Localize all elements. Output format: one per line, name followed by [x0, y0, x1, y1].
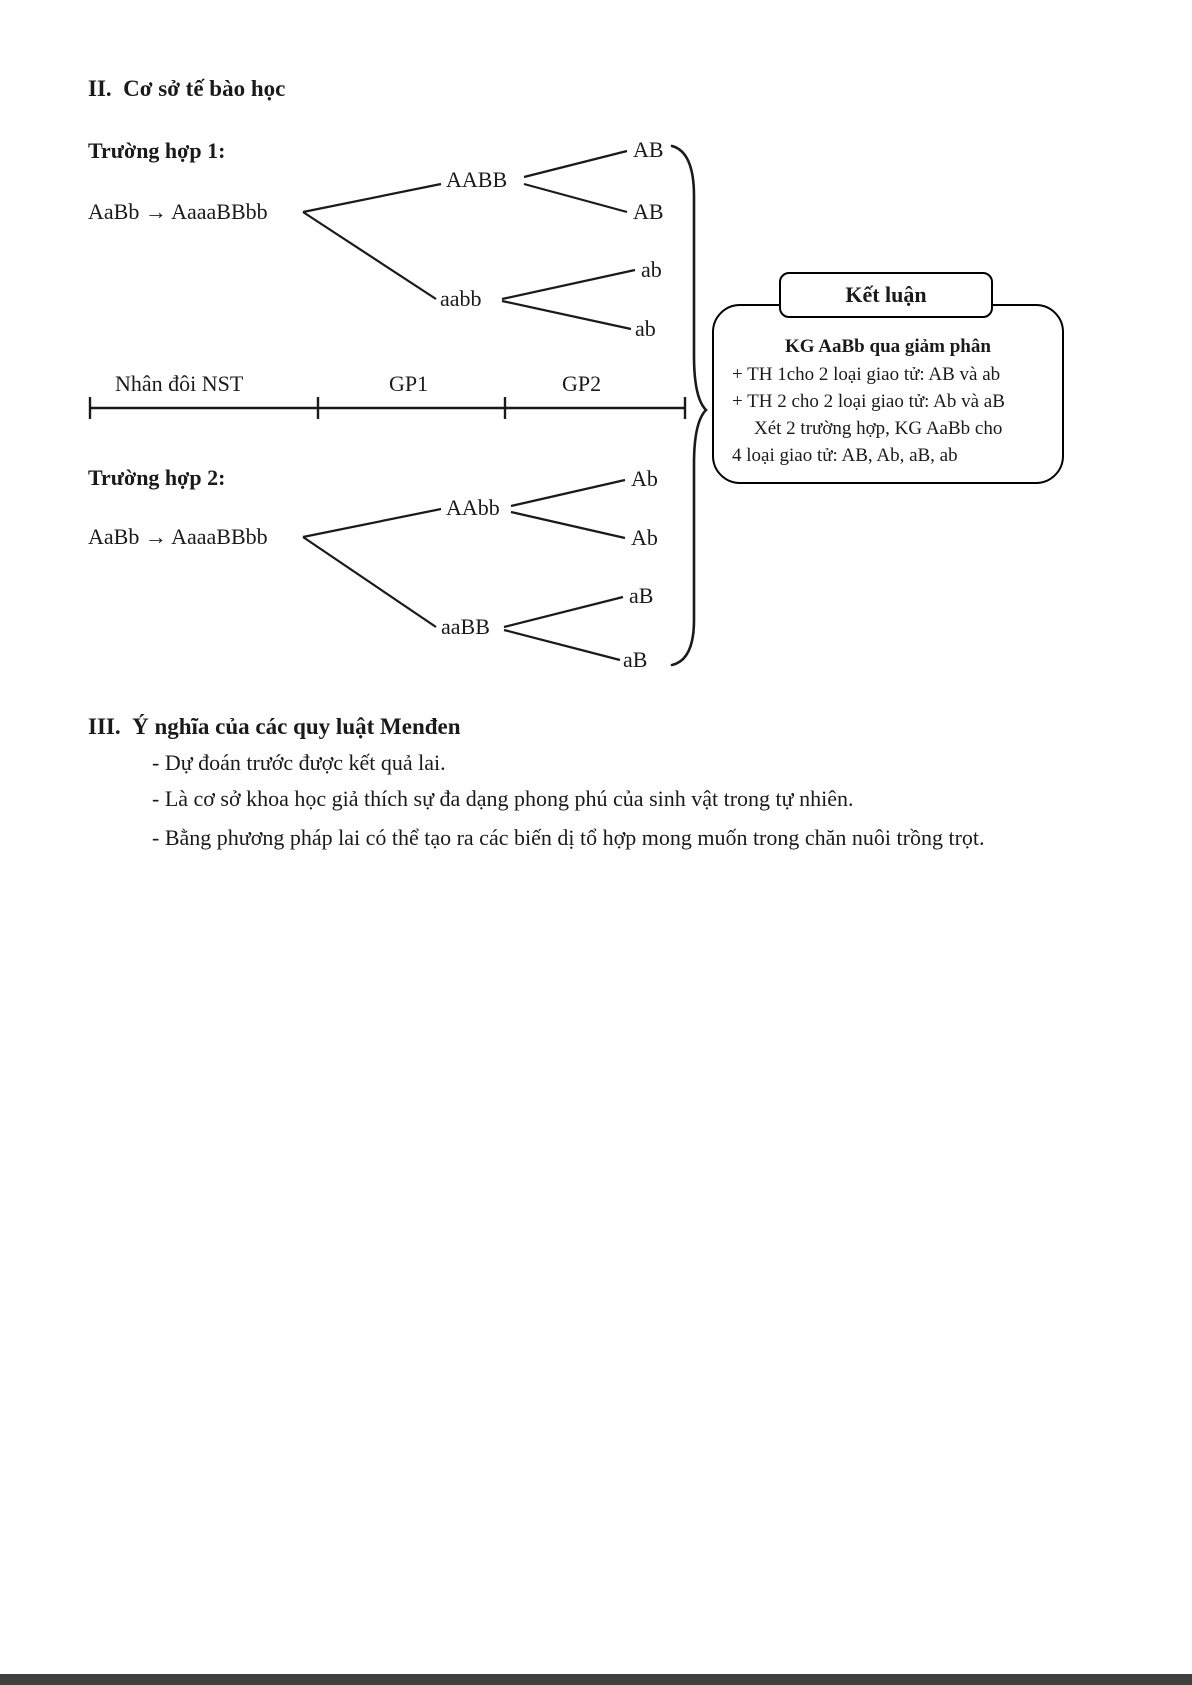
conclusion-line-2: + TH 1cho 2 loại giao tử: AB và ab — [732, 364, 1001, 385]
conclusion-line-3: + TH 2 cho 2 loại giao tử: Ab và aB — [732, 391, 1005, 412]
case1-genotype: AaBb → AaaaBBbb — [88, 199, 268, 224]
conclusion-line-1: KG AaBb qua giảm phân — [785, 336, 991, 357]
conclusion-box — [712, 304, 1064, 484]
branch-line — [502, 301, 631, 329]
case2-gp1-top: AAbb — [446, 495, 500, 520]
branch-line — [303, 509, 441, 537]
case1-gp1-top: AABB — [446, 167, 508, 192]
section-3-heading: III. Ý nghĩa của các quy luật Menđen — [88, 714, 461, 739]
branch-line — [511, 480, 625, 506]
conclusion-title-box — [779, 272, 993, 318]
section-3-bullet-1: - Dự đoán trước được kết quả lai. — [152, 750, 446, 775]
section-3-bullet-3: - Bằng phương pháp lai có thể tạo ra các biến dị tổ hợp mong muốn trong chăn nuôi trồng trọt. — [152, 825, 985, 850]
branch-line — [502, 270, 635, 299]
branch-line — [303, 184, 441, 212]
case2-gamete-4: aB — [623, 647, 648, 672]
case2-gamete-2: Ab — [631, 525, 658, 550]
axis-label-gp2: GP2 — [562, 371, 602, 396]
curly-brace — [672, 146, 706, 665]
branch-line — [303, 212, 436, 299]
case1-gamete-1: AB — [633, 137, 664, 162]
conclusion-title: Kết luận — [845, 282, 927, 307]
section-2-heading: II. Cơ sở tế bào học — [88, 76, 286, 101]
case2-genotype: AaBb → AaaaBBbb — [88, 524, 268, 549]
case1-label: Trường hợp 1: — [88, 138, 226, 163]
case2-label: Trường hợp 2: — [88, 465, 226, 490]
axis-label-gp1: GP1 — [389, 371, 429, 396]
case1-gp1-bottom: aabb — [440, 286, 482, 311]
case2-gamete-3: aB — [629, 583, 654, 608]
branch-line — [504, 597, 623, 627]
case2-gamete-1: Ab — [631, 466, 658, 491]
case2-gp1-bottom: aaBB — [441, 614, 490, 639]
case1-gamete-3: ab — [641, 257, 662, 282]
branch-line — [303, 537, 436, 627]
case1-gamete-2: AB — [633, 199, 664, 224]
branch-line — [524, 151, 627, 177]
conclusion-line-4: Xét 2 trường hợp, KG AaBb cho — [754, 418, 1003, 439]
branch-line — [504, 630, 620, 660]
axis-label-nhan-doi-nst: Nhân đôi NST — [115, 371, 244, 396]
conclusion-line-5: 4 loại giao tử: AB, Ab, aB, ab — [732, 445, 958, 466]
section-3-bullet-2: - Là cơ sở khoa học giả thích sự đa dạng phong phú của sinh vật trong tự nhiên. — [152, 786, 854, 811]
case1-gamete-4: ab — [635, 316, 656, 341]
scan-edge-bar — [0, 1674, 1192, 1685]
branch-line — [524, 184, 627, 212]
branch-line — [511, 512, 625, 538]
